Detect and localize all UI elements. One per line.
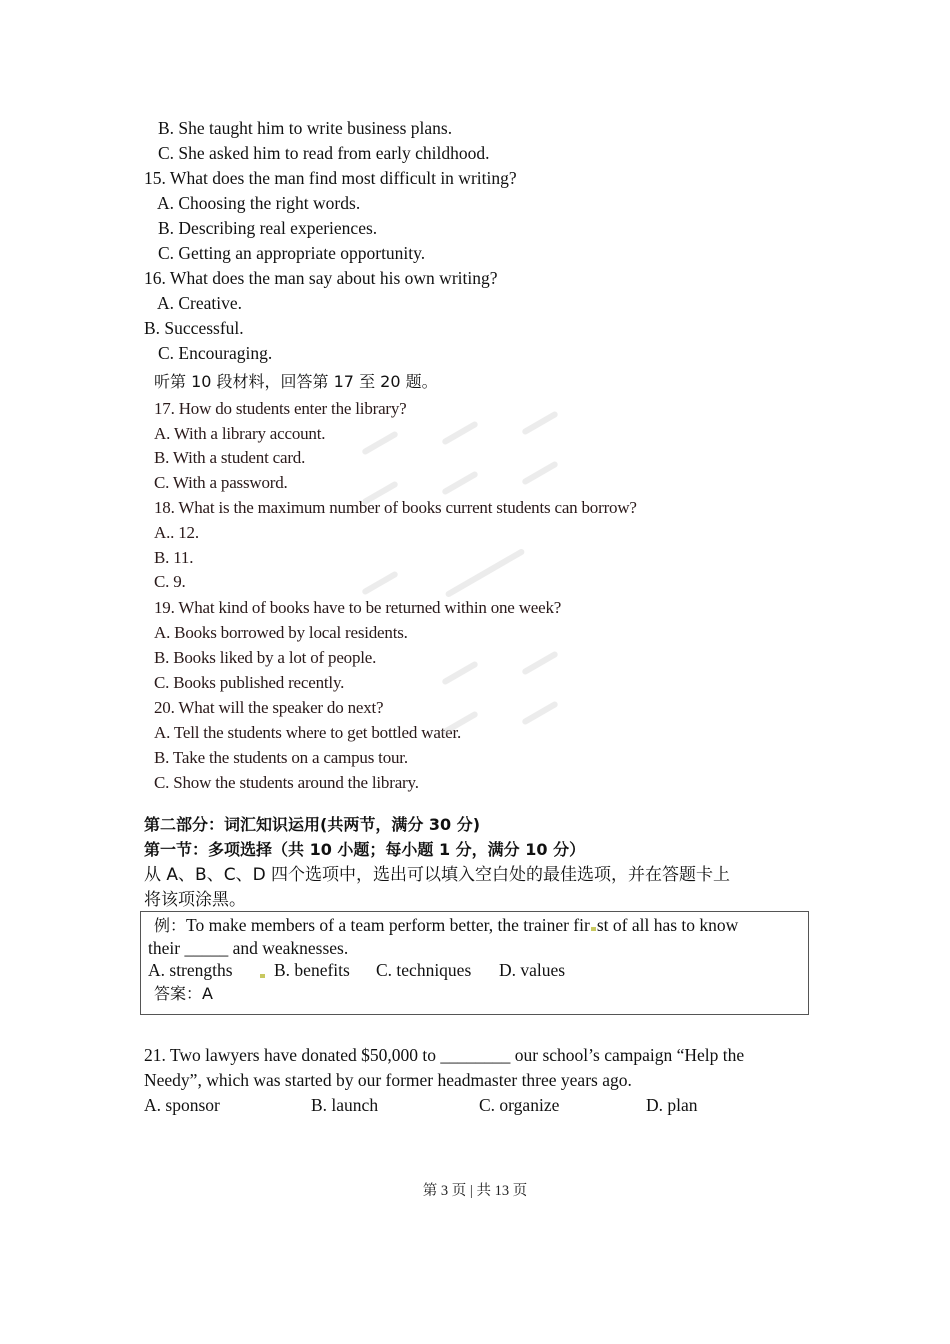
watermark — [361, 430, 399, 455]
q16-option-a: A. Creative. — [157, 293, 243, 313]
watermark — [521, 410, 559, 435]
example-text-b: st of all has to know — [596, 915, 739, 935]
q20-option-a: A. Tell the students where to get bottled water. — [154, 723, 462, 742]
q17-option-b: B. With a student card. — [154, 448, 306, 467]
part2-section1-title: 第一节：多项选择（共 10 小题；每小题 1 分，满分 10 分） — [144, 840, 586, 859]
q21-option-d: D. plan — [646, 1095, 698, 1115]
q15-question: 15. What does the man find most difficult in writing? — [144, 168, 517, 188]
q17-option-c: C. With a password. — [154, 473, 288, 492]
example-answer: 答案：A — [154, 984, 213, 1003]
watermark — [521, 460, 559, 485]
q20-option-c: C. Show the students around the library. — [154, 773, 419, 792]
q21-option-c: C. organize — [479, 1095, 560, 1115]
q19-question: 19. What kind of books have to be returned within one week? — [154, 598, 562, 617]
watermark — [441, 420, 479, 445]
q17-option-a: A. With a library account. — [154, 424, 326, 443]
q19-option-a: A. Books borrowed by local residents. — [154, 623, 408, 642]
q21-option-b: B. launch — [311, 1095, 379, 1115]
example-option-a: A. strengths — [148, 960, 233, 980]
q21-line1: 21. Two lawyers have donated $50,000 to ________ our school’s campaign “Help the — [144, 1045, 745, 1065]
q15-option-a: A. Choosing the right words. — [157, 193, 361, 213]
page-footer: 第 3 页 | 共 13 页 — [422, 1183, 528, 1199]
q20-option-b: B. Take the students on a campus tour. — [154, 748, 408, 767]
q18-option-b: B. 11. — [154, 548, 194, 567]
q20-question: 20. What will the speaker do next? — [154, 698, 384, 717]
watermark — [361, 570, 399, 595]
q18-question: 18. What is the maximum number of books current students can borrow? — [154, 498, 637, 517]
example-text-a: To make members of a team perform better, the trainer fir — [186, 915, 590, 935]
part2-instruction-line2: 将该项涂黑。 — [144, 890, 246, 910]
q19-option-b: B. Books liked by a lot of people. — [154, 648, 377, 667]
q16-option-b: B. Successful. — [144, 318, 244, 338]
q18-option-a: A.. 12. — [154, 523, 199, 542]
watermark — [521, 700, 559, 725]
watermark — [441, 660, 479, 685]
part2-instruction-line1: 从 A、B、C、D 四个选项中，选出可以填入空白处的最佳选项，并在答题卡上 — [144, 865, 731, 885]
section10-instruction: 听第 10 段材料，回答第 17 至 20 题。 — [154, 372, 438, 391]
example-option-d: D. values — [499, 960, 566, 980]
highlight-mark — [591, 927, 596, 931]
q17-question: 17. How do students enter the library? — [154, 399, 407, 418]
q15-option-b: B. Describing real experiences. — [158, 218, 378, 238]
q16-question: 16. What does the man say about his own writing? — [144, 268, 498, 288]
q14-option-b: B. She taught him to write business plans. — [158, 118, 453, 138]
highlight-mark — [260, 974, 265, 978]
q18-option-c: C. 9. — [154, 572, 186, 591]
watermark — [445, 548, 526, 598]
example-line1 — [154, 914, 738, 937]
watermark — [441, 470, 479, 495]
example-prefix: 例： — [154, 916, 187, 935]
example-option-c: C. techniques — [376, 960, 472, 980]
q15-option-c: C. Getting an appropriate opportunity. — [158, 243, 426, 263]
q16-option-c: C. Encouraging. — [158, 343, 273, 363]
q19-option-c: C. Books published recently. — [154, 673, 345, 692]
q14-option-c: C. She asked him to read from early childhood. — [158, 143, 490, 163]
example-line2: their _____ and weaknesses. — [148, 938, 349, 958]
watermark — [521, 650, 559, 675]
q21-option-a: A. sponsor — [144, 1095, 220, 1115]
example-option-b: B. benefits — [274, 960, 350, 980]
q21-line2: Needy”, which was started by our former headmaster three years ago. — [144, 1070, 632, 1090]
part2-title: 第二部分：词汇知识运用(共两节，满分 30 分) — [144, 815, 481, 834]
